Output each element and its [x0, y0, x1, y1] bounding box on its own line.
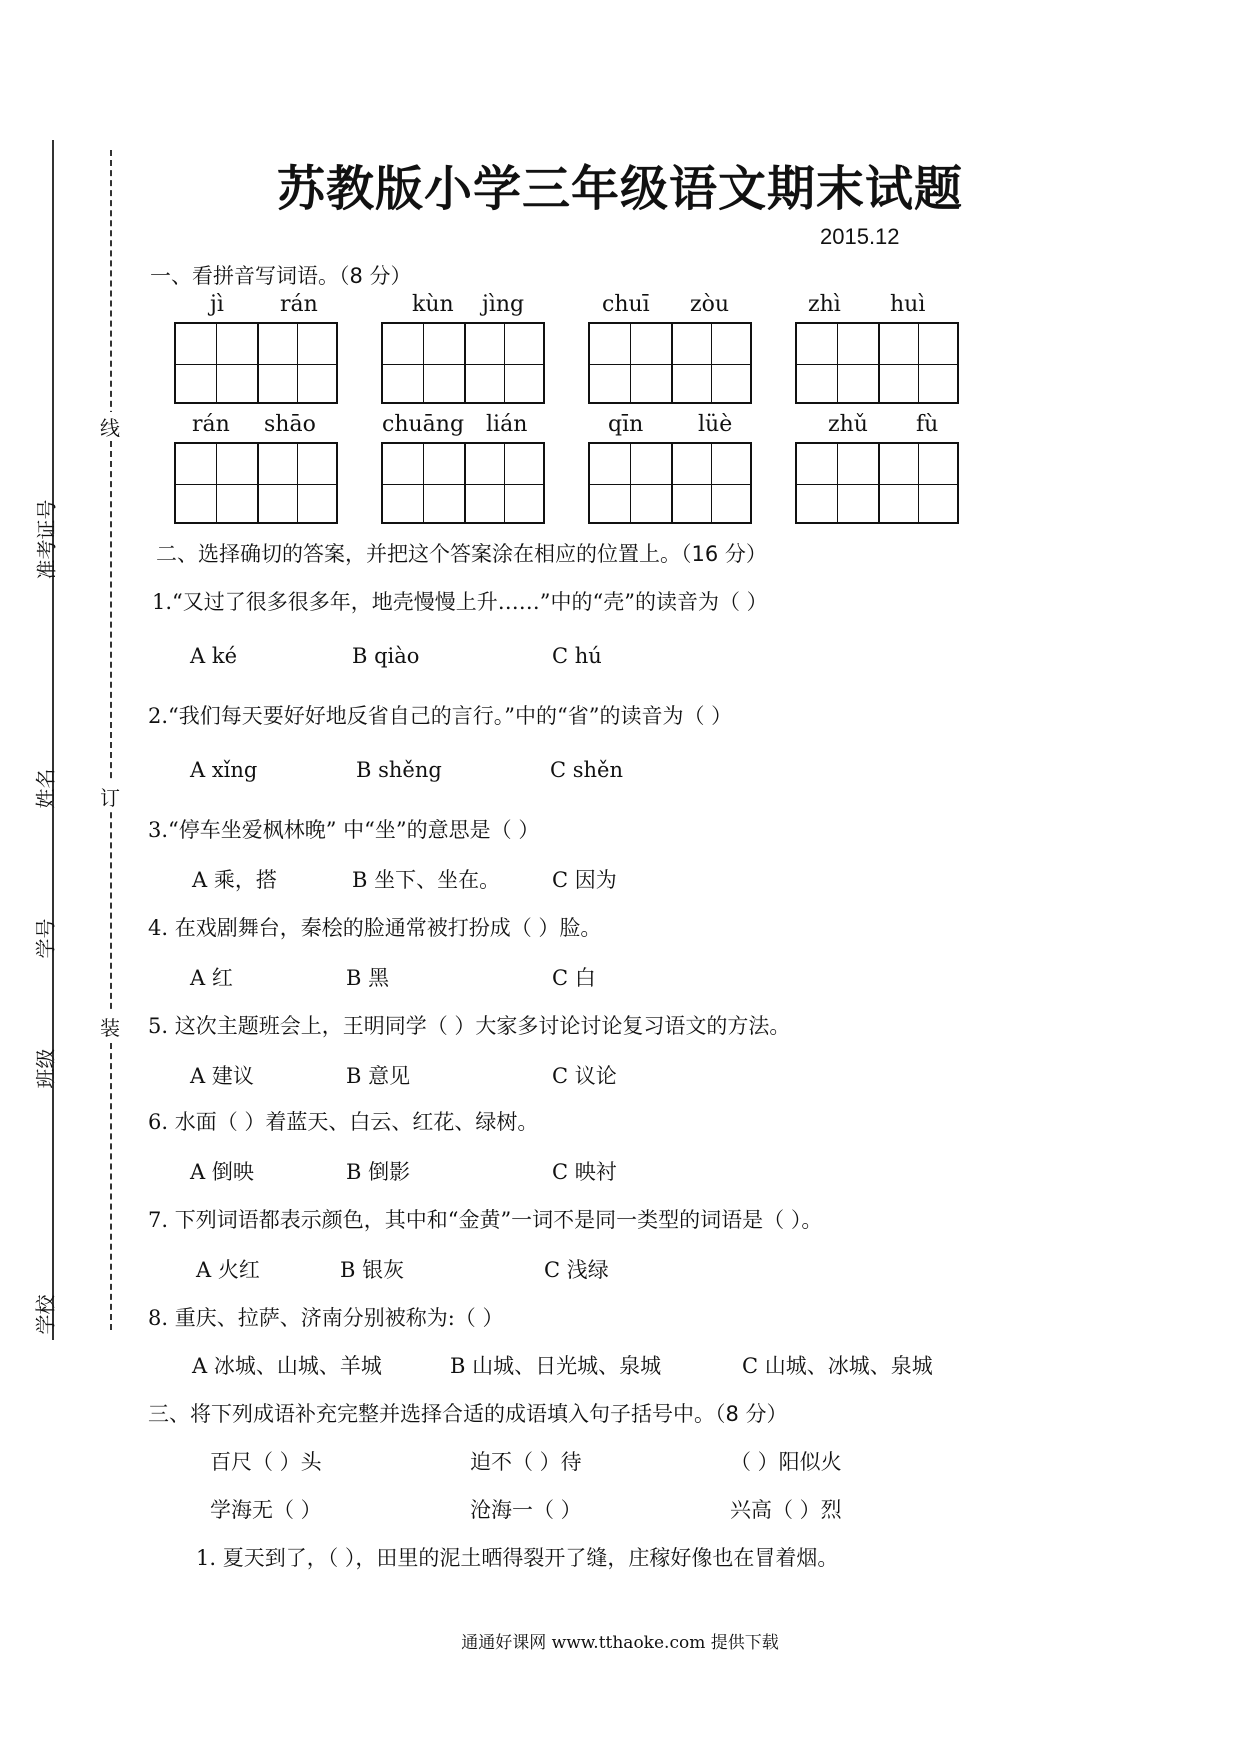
question-text: 6. 水面（ ）着蓝天、白云、红花、绿树。: [148, 1110, 539, 1134]
pinyin: chuāng: [382, 412, 465, 437]
cut-mark-staple: 装: [100, 1012, 120, 1041]
option-b[interactable]: B qiào: [352, 644, 420, 668]
fill-sentence: 1. 夏天到了，（ ），田里的泥土晒得裂开了缝，庄稼好像也在冒着烟。: [196, 1546, 839, 1570]
pinyin: shāo: [264, 412, 316, 437]
option-a[interactable]: A 乘，搭: [192, 868, 277, 892]
option-b[interactable]: B 倒影: [346, 1160, 411, 1184]
writing-grid[interactable]: [795, 322, 959, 404]
option-c[interactable]: C 映衬: [552, 1160, 617, 1184]
pinyin: jì: [210, 292, 224, 317]
section2-heading: 二、选择确切的答案，并把这个答案涂在相应的位置上。（16 分）: [156, 542, 767, 566]
question-text: 3.“停车坐爱枫林晚” 中“坐”的意思是（ ）: [148, 818, 540, 842]
option-a[interactable]: A 建议: [190, 1064, 254, 1088]
pinyin: rán: [192, 412, 230, 437]
question-text: 7. 下列词语都表示颜色，其中和“金黄”一词不是同一类型的词语是（ ）。: [148, 1208, 823, 1232]
pinyin: qīn: [608, 412, 644, 437]
writing-grid[interactable]: [174, 322, 338, 404]
writing-grid[interactable]: [381, 322, 545, 404]
idiom-blank[interactable]: 学海无（ ）: [210, 1498, 322, 1522]
writing-grid[interactable]: [795, 442, 959, 524]
field-label-class: 班级: [33, 1048, 58, 1089]
writing-grid[interactable]: [588, 442, 752, 524]
footer-credit: 通通好课网 www.tthaoke.com 提供下载: [461, 1633, 779, 1653]
pinyin: rán: [280, 292, 318, 317]
option-b[interactable]: B 坐下、坐在。: [352, 868, 501, 892]
option-b[interactable]: B 银灰: [340, 1258, 405, 1282]
option-c[interactable]: C hú: [552, 644, 602, 668]
pinyin: zhì: [808, 292, 841, 317]
idiom-blank[interactable]: 迫不（ ）待: [470, 1450, 582, 1474]
page-title: 苏教版小学三年级语文期末试题: [276, 161, 963, 217]
question-text: 4. 在戏剧舞台，秦桧的脸通常被打扮成（ ）脸。: [148, 916, 602, 940]
option-a[interactable]: A 红: [190, 966, 233, 990]
idiom-blank[interactable]: （ ）阳似火: [730, 1450, 842, 1474]
option-a[interactable]: A 冰城、山城、羊城: [192, 1354, 382, 1378]
field-label-exam-number: 准考证号: [34, 499, 59, 580]
pinyin: zhǔ: [828, 412, 868, 437]
field-label-student-id: 学号: [33, 918, 58, 959]
pinyin: lián: [486, 412, 528, 437]
option-a[interactable]: A xǐng: [190, 758, 258, 782]
binding-dashed-line: [110, 150, 112, 1330]
field-label-name: 姓名: [33, 768, 58, 809]
question-text: 2.“我们每天要好好地反省自己的言行。”中的“省”的读音为（ ）: [148, 704, 733, 728]
option-c[interactable]: C 山城、冰城、泉城: [742, 1354, 933, 1378]
option-c[interactable]: C 议论: [552, 1064, 617, 1088]
writing-grid[interactable]: [588, 322, 752, 404]
exam-date: 2015.12: [820, 224, 900, 249]
cut-mark-line: 线: [100, 412, 120, 441]
question-text: 1.“又过了很多很多年，地壳慢慢上升……”中的“壳”的读音为（ ）: [152, 590, 768, 614]
pinyin: chuī: [602, 292, 650, 317]
idiom-blank[interactable]: 兴高（ ）烈: [730, 1498, 842, 1522]
pinyin: zòu: [690, 292, 730, 317]
option-b[interactable]: B 意见: [346, 1064, 411, 1088]
idiom-blank[interactable]: 沧海一（ ）: [470, 1498, 582, 1522]
option-c[interactable]: C 白: [552, 966, 596, 990]
section3-heading: 三、将下列成语补充完整并选择合适的成语填入句子括号中。（8 分）: [148, 1402, 788, 1426]
option-c[interactable]: C 因为: [552, 868, 617, 892]
writing-grid[interactable]: [381, 442, 545, 524]
binding-solid-line: [52, 140, 54, 1340]
pinyin: huì: [890, 292, 926, 317]
option-c[interactable]: C 浅绿: [544, 1258, 609, 1282]
option-b[interactable]: B 山城、日光城、泉城: [450, 1354, 662, 1378]
pinyin: kùn: [412, 292, 454, 317]
cut-mark-bind: 订: [100, 782, 120, 811]
writing-grid[interactable]: [174, 442, 338, 524]
pinyin: jìng: [482, 292, 525, 317]
option-b[interactable]: B shěng: [356, 758, 442, 782]
option-a[interactable]: A 火红: [196, 1258, 260, 1282]
option-b[interactable]: B 黑: [346, 966, 390, 990]
section1-heading: 一、看拼音写词语。（8 分）: [150, 264, 412, 288]
idiom-blank[interactable]: 百尺（ ）头: [210, 1450, 322, 1474]
pinyin: lüè: [698, 412, 733, 437]
option-a[interactable]: A ké: [190, 644, 237, 668]
field-label-school: 学校: [33, 1294, 58, 1335]
pinyin: fù: [916, 412, 939, 437]
option-a[interactable]: A 倒映: [190, 1160, 254, 1184]
option-c[interactable]: C shěn: [550, 758, 623, 782]
question-text: 5. 这次主题班会上，王明同学（ ）大家多讨论讨论复习语文的方法。: [148, 1014, 791, 1038]
question-text: 8. 重庆、拉萨、济南分别被称为:（ ）: [148, 1306, 504, 1330]
